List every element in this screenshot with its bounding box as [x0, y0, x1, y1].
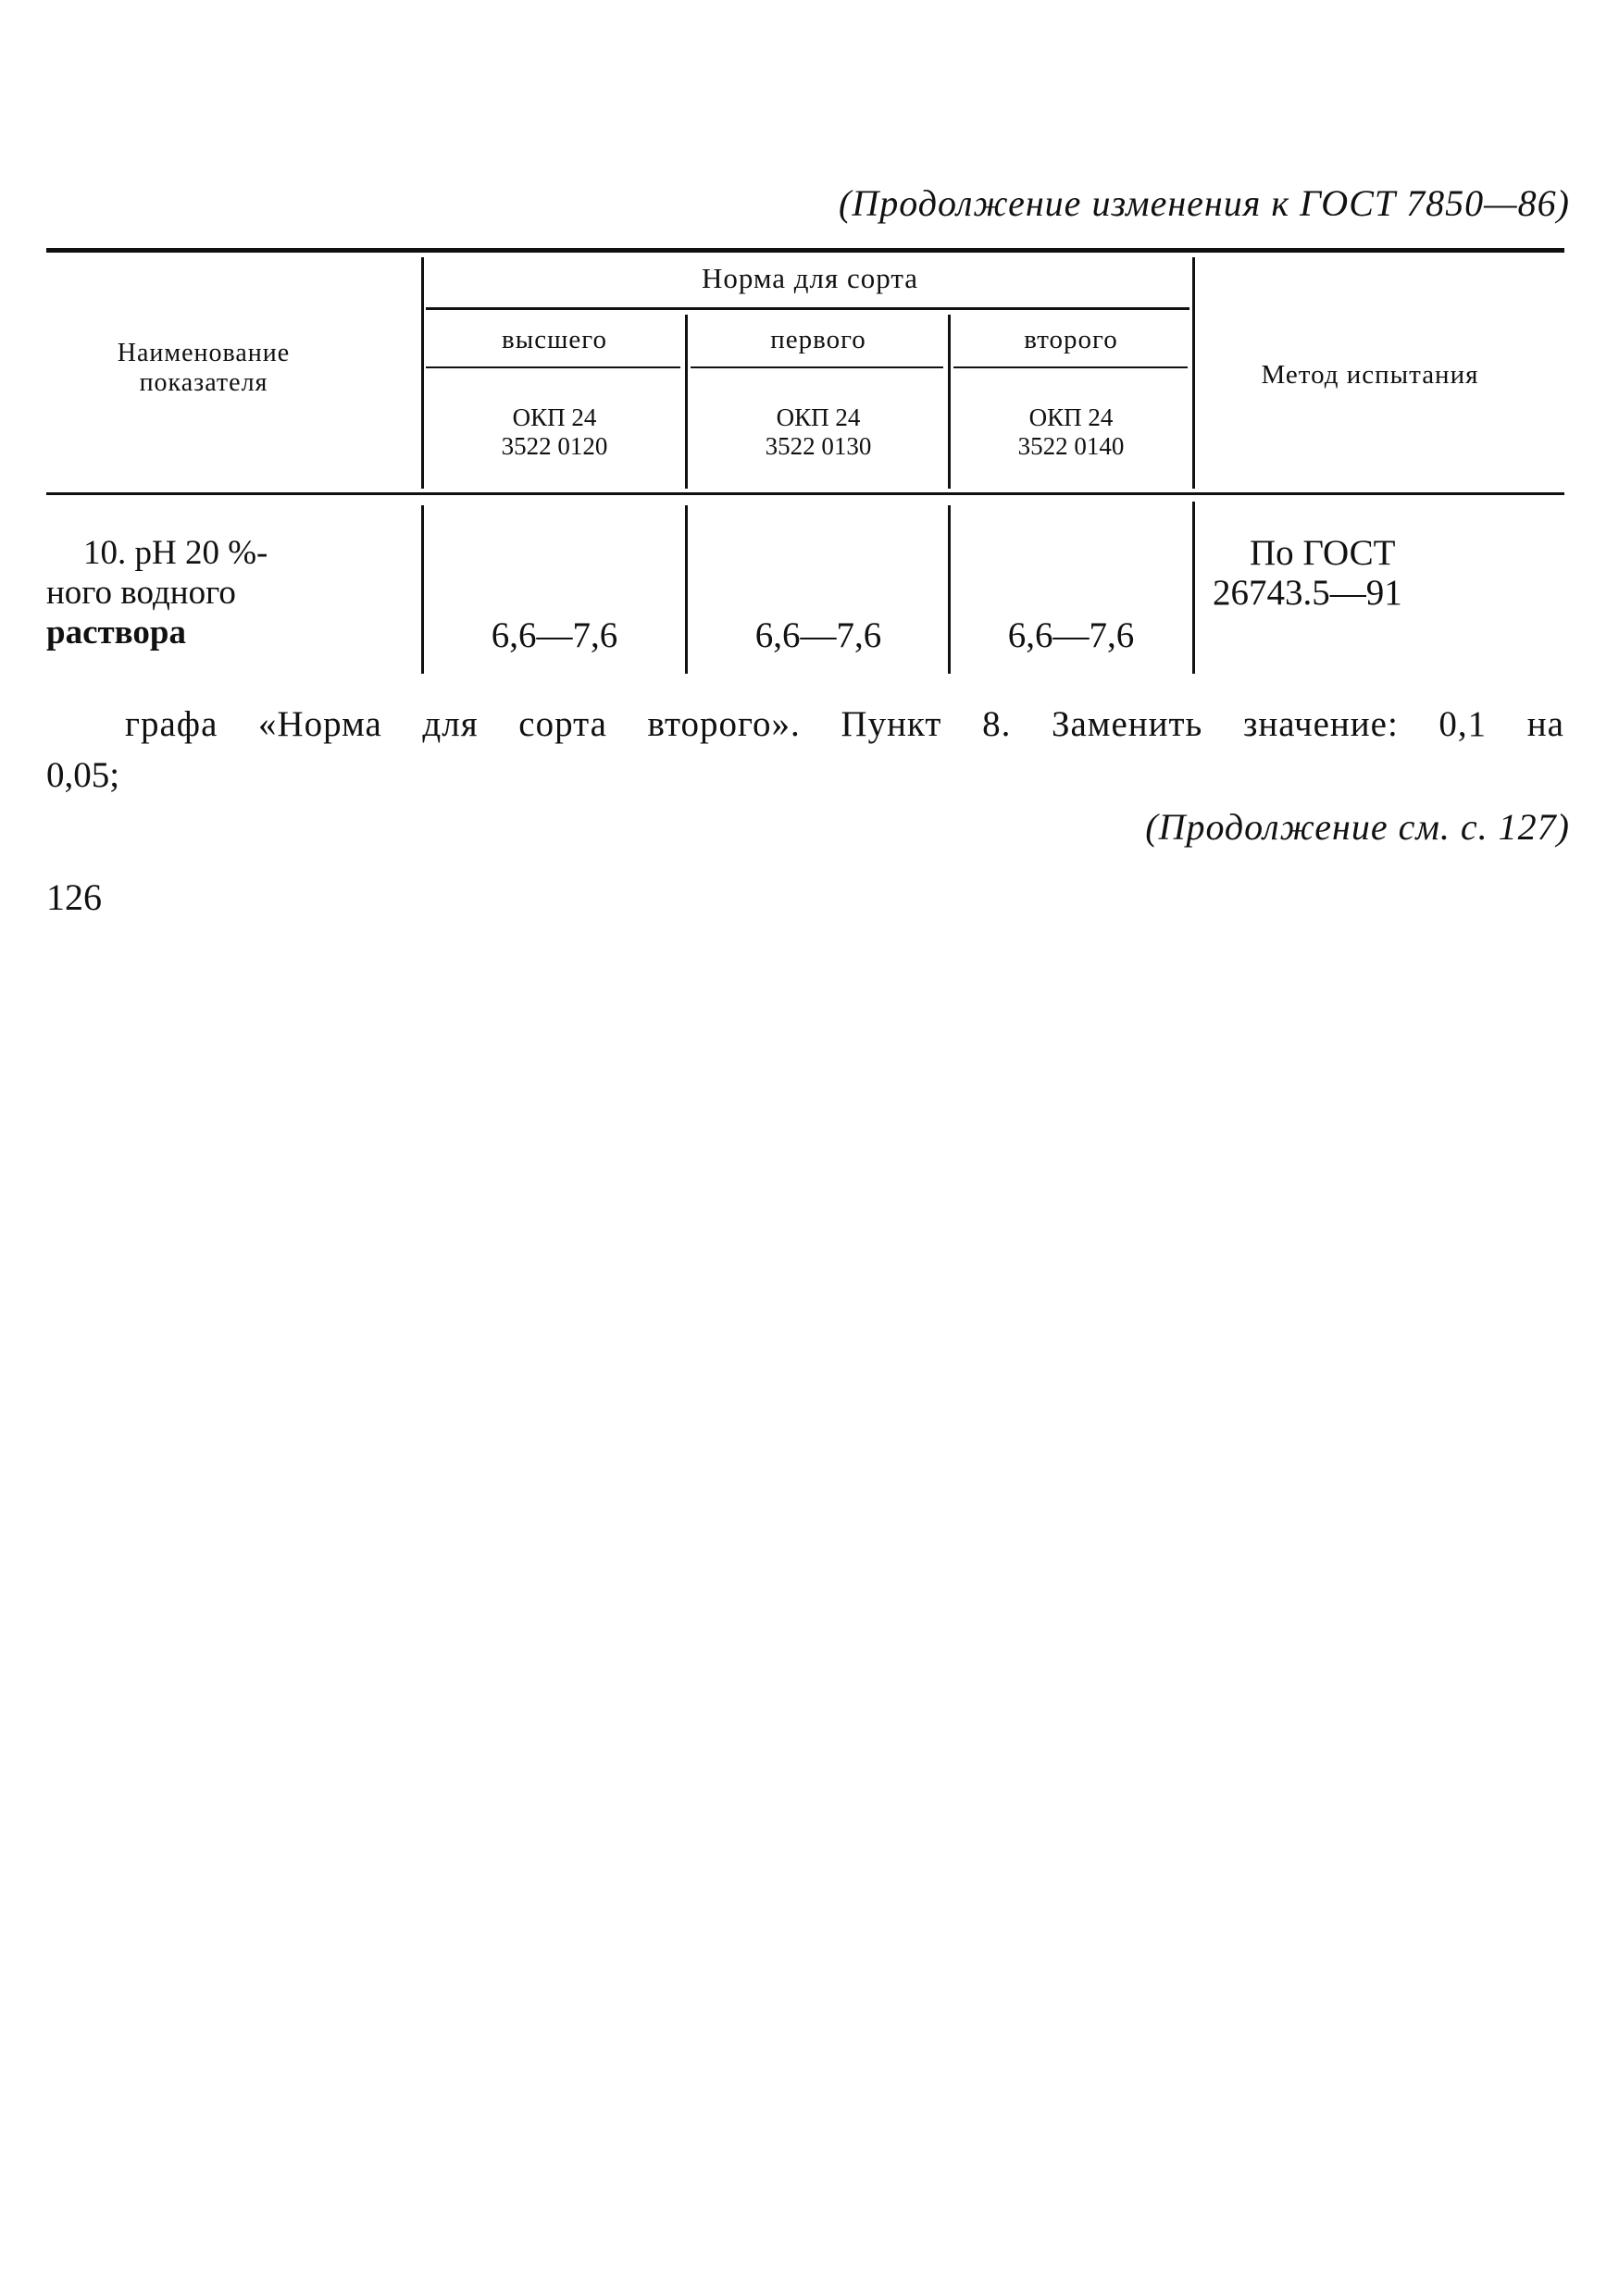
column-header-name: Наименование показателя — [117, 339, 291, 397]
test-method: По ГОСТ 26743.5—91 — [1213, 533, 1402, 613]
okp-code-highest: ОКП 24 3522 0120 — [501, 403, 608, 460]
table-divider — [1192, 257, 1195, 489]
grade-label-highest: высшего — [502, 325, 607, 354]
table-divider — [685, 505, 688, 674]
okp-code-second: ОКП 24 3522 0140 — [1017, 403, 1125, 460]
column-header-method: Метод испытания — [1261, 360, 1479, 390]
table-divider — [948, 505, 951, 674]
page-number: 126 — [46, 876, 102, 918]
column-header-norm: Норма для сорта — [701, 262, 919, 294]
grade-label-first: первого — [770, 325, 866, 354]
grade-header-rule — [426, 366, 680, 368]
table-divider — [1192, 502, 1195, 674]
amendment-text: графа «Норма для сорта второго». Пункт 8. Заменить значение: 0,1 на — [125, 704, 1564, 744]
value-highest: 6,6—7,6 — [491, 615, 618, 655]
value-second: 6,6—7,6 — [1007, 615, 1135, 655]
norm-header-rule — [426, 307, 1189, 310]
table-divider — [421, 257, 424, 489]
table-divider — [948, 315, 951, 489]
continuation-header: (Продолжение изменения к ГОСТ 7850—86) — [839, 182, 1570, 224]
grade-label-second: второго — [1024, 325, 1118, 354]
table-divider — [685, 315, 688, 489]
table-header-rule — [46, 492, 1564, 495]
indicator-name: 10. pH 20 %- ного водного раствора — [46, 534, 268, 652]
value-first: 6,6—7,6 — [754, 615, 882, 655]
grade-header-rule — [691, 366, 943, 368]
okp-code-first: ОКП 24 3522 0130 — [765, 403, 872, 460]
grade-header-rule — [953, 366, 1188, 368]
table-top-rule — [46, 248, 1564, 253]
amendment-text-tail: 0,05; — [46, 755, 120, 795]
continuation-footer: (Продолжение см. с. 127) — [1145, 806, 1570, 848]
table-divider — [421, 505, 424, 674]
